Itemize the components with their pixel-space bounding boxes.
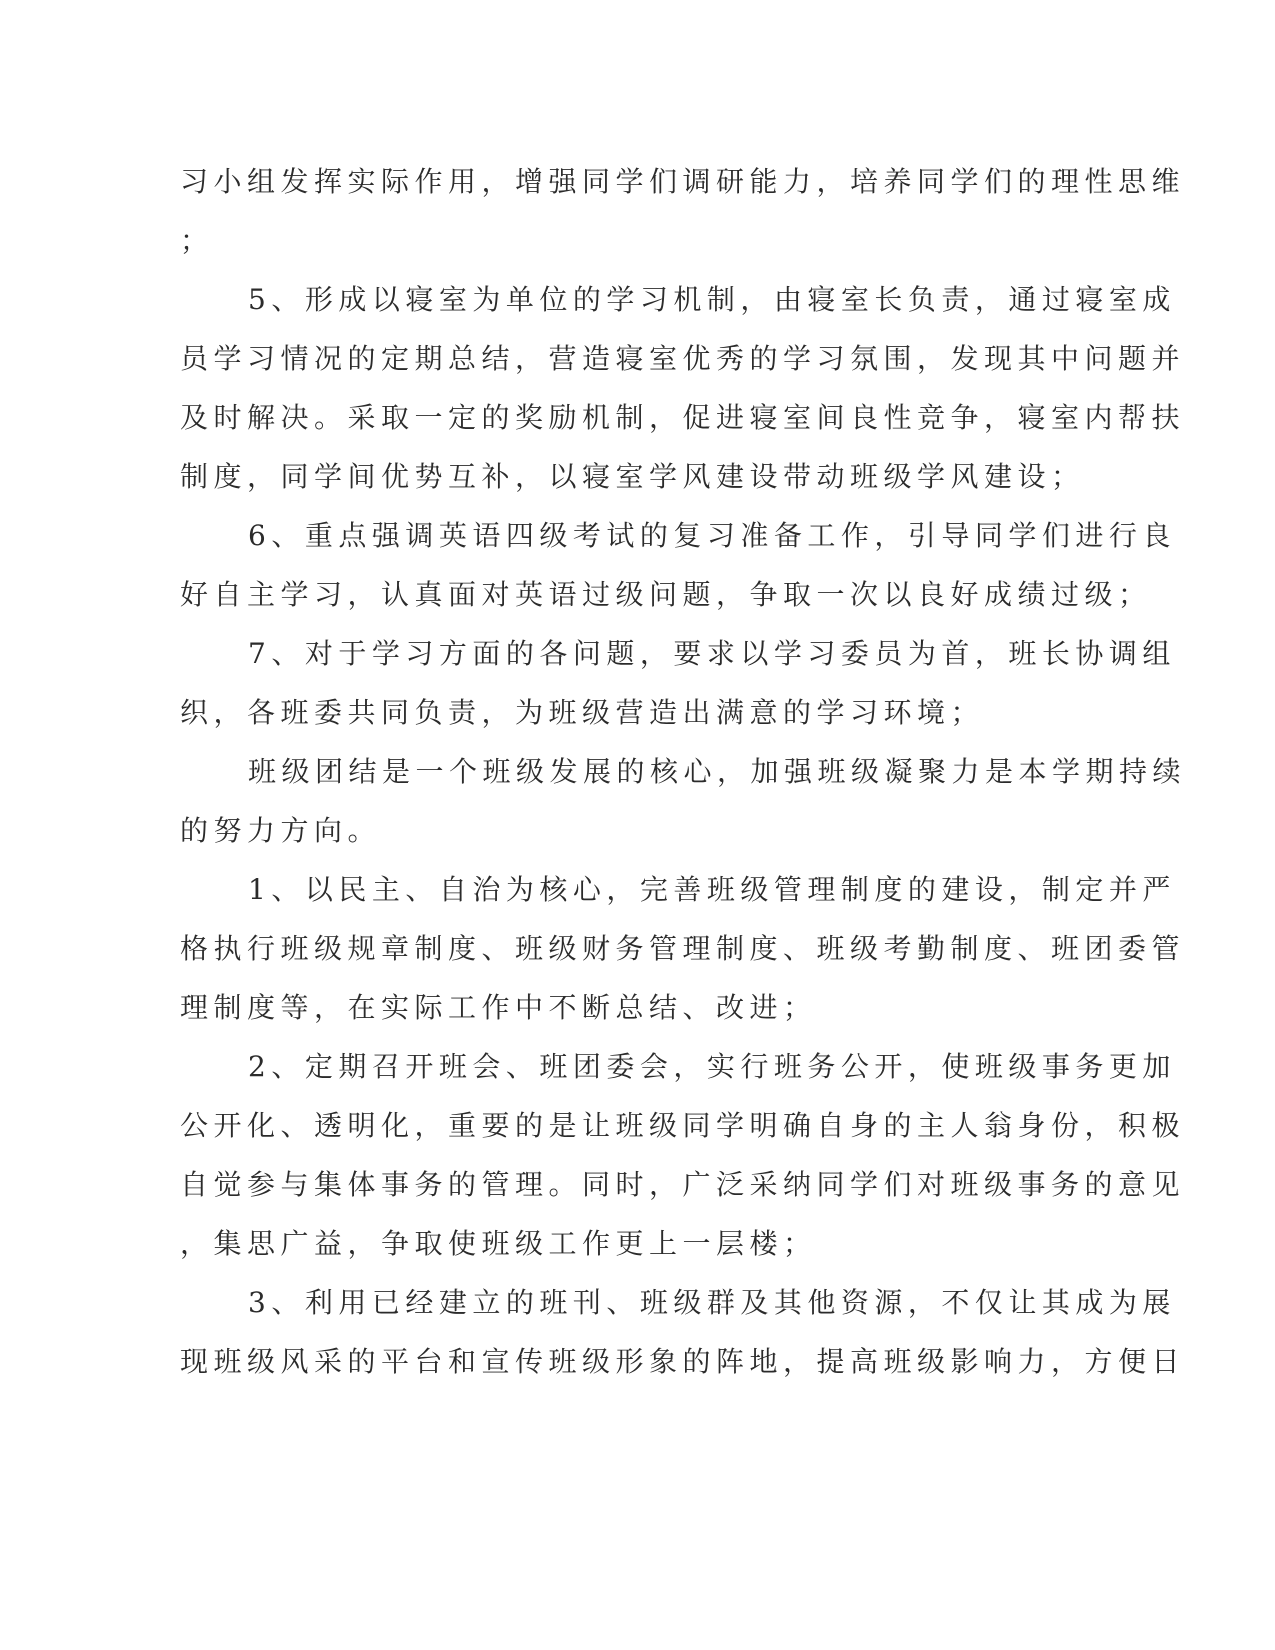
text-line: 公开化、透明化，重要的是让班级同学明确自身的主人翁身份，积极: [180, 1109, 1186, 1142]
text-line: 5、形成以寝室为单位的学习机制，由寝室长负责，通过寝室成: [248, 283, 1176, 316]
text-line: 格执行班级规章制度、班级财务管理制度、班级考勤制度、班团委管: [180, 932, 1186, 965]
text-line: 织，各班委共同负责，为班级营造出满意的学习环境；: [180, 696, 985, 729]
text-line: 理制度等，在实际工作中不断总结、改进；: [180, 991, 817, 1024]
text-line: 习小组发挥实际作用，增强同学们调研能力，培养同学们的理性思维: [180, 165, 1186, 198]
text-line: 现班级风采的平台和宣传班级形象的阵地，提高班级影响力，方便日: [180, 1345, 1186, 1378]
text-line: 员学习情况的定期总结，营造寝室优秀的学习氛围，发现其中问题并: [180, 342, 1186, 375]
text-line: ；: [180, 224, 214, 257]
text-line: 3、利用已经建立的班刊、班级群及其他资源，不仅让其成为展: [248, 1286, 1176, 1319]
text-line: 班级团结是一个班级发展的核心，加强班级凝聚力是本学期持续: [248, 755, 1187, 788]
text-line: ，集思广益，争取使班级工作更上一层楼；: [180, 1227, 817, 1260]
text-line: 自觉参与集体事务的管理。同时，广泛采纳同学们对班级事务的意见: [180, 1168, 1186, 1201]
text-line: 6、重点强调英语四级考试的复习准备工作，引导同学们进行良: [248, 519, 1176, 552]
text-line: 好自主学习，认真面对英语过级问题，争取一次以良好成绩过级；: [180, 578, 1152, 611]
text-line: 制度，同学间优势互补，以寝室学风建设带动班级学风建设；: [180, 460, 1085, 493]
text-line: 及时解决。采取一定的奖励机制，促进寝室间良性竞争，寝室内帮扶: [180, 401, 1186, 434]
text-line: 2、定期召开班会、班团委会，实行班务公开，使班级事务更加: [248, 1050, 1176, 1083]
text-line: 7、对于学习方面的各问题，要求以学习委员为首，班长协调组: [248, 637, 1176, 670]
text-line: 的努力方向。: [180, 814, 382, 847]
text-line: 1、以民主、自治为核心，完善班级管理制度的建设，制定并严: [248, 873, 1176, 906]
